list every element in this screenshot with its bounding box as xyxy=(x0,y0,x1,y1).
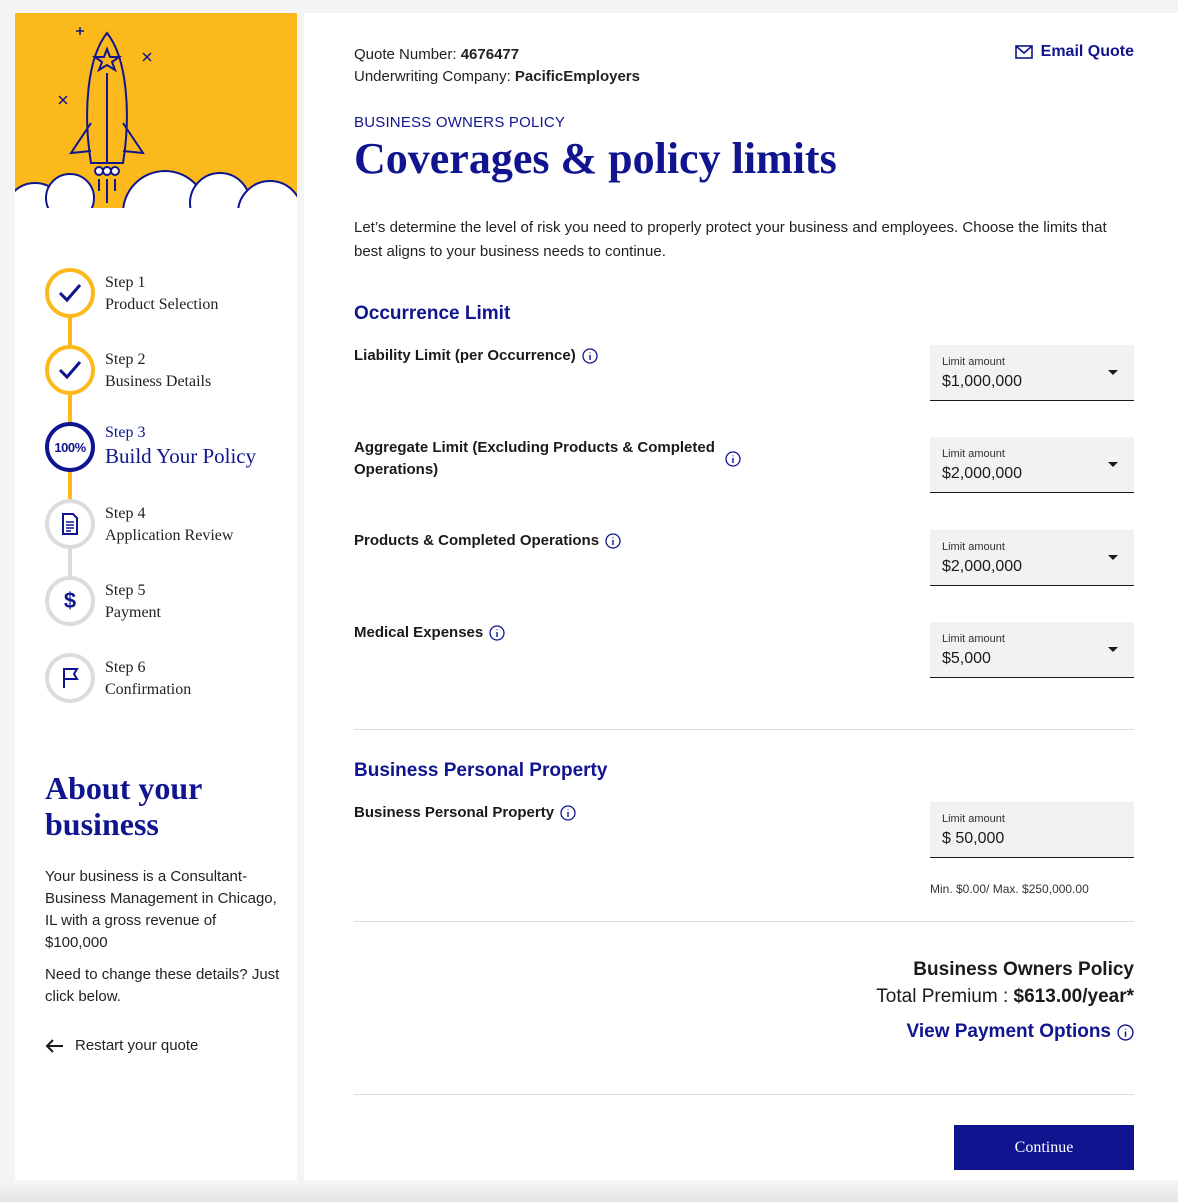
step-build-your-policy[interactable] xyxy=(45,422,285,478)
about-business-title: About your business xyxy=(45,770,202,842)
occurrence-limit-heading: Occurrence Limit xyxy=(354,303,511,324)
select-value: $5,000 xyxy=(942,650,991,667)
step-circle xyxy=(45,653,95,703)
section-divider xyxy=(354,729,1134,730)
input-value: $ 50,000 xyxy=(942,830,1005,847)
envelope-icon xyxy=(1015,45,1033,59)
step-number: Step 6 xyxy=(105,659,146,676)
rocket-illustration xyxy=(15,13,297,218)
sidebar xyxy=(15,13,297,1180)
info-icon[interactable] xyxy=(725,451,741,467)
caret-down-icon xyxy=(1108,370,1118,375)
medical-expenses-select[interactable] xyxy=(930,622,1134,678)
step-title: Product Selection xyxy=(105,296,219,313)
select-value: $2,000,000 xyxy=(942,558,1023,575)
summary-policy-name: Business Owners Policy xyxy=(913,959,1134,980)
select-label: Limit amount xyxy=(942,356,1005,368)
field-label-text: Products & Completed Operations xyxy=(354,532,600,549)
products-completed-operations-label xyxy=(354,530,621,552)
underwriter-name: PacificEmployers xyxy=(514,68,640,85)
step-number: Step 4 xyxy=(105,505,146,522)
info-icon[interactable] xyxy=(582,348,598,364)
rocket-icon xyxy=(15,13,297,218)
step-circle xyxy=(45,268,95,318)
step-business-details[interactable] xyxy=(45,345,285,401)
section-divider xyxy=(354,921,1134,922)
bpp-range-hint: Min. $0.00/ Max. $250,000.00 xyxy=(930,882,1089,896)
step-payment[interactable] xyxy=(45,576,285,632)
field-label-text: Liability Limit (per Occurrence) xyxy=(354,347,576,364)
step-application-review[interactable] xyxy=(45,499,285,555)
field-label-text: Business Personal Property xyxy=(354,804,555,821)
intro-text: Let’s determine the level of risk you need to properly protect your business and employees. Choose the limits that best aligns to your business needs to continue. xyxy=(354,219,1107,260)
step-number: Step 1 xyxy=(105,274,146,291)
step-title: Business Details xyxy=(105,373,212,390)
step-progress-percent: 100% xyxy=(54,439,86,455)
quote-number: 4676477 xyxy=(460,46,520,63)
quote-info xyxy=(354,44,640,88)
premium-value: $613.00/year* xyxy=(1013,986,1134,1007)
field-label-text: Aggregate Limit (Excluding Products & Completed Operations) xyxy=(354,439,715,478)
dollar-icon: $ xyxy=(63,588,77,613)
continue-button[interactable]: Continue xyxy=(954,1125,1134,1170)
business-personal-property-input[interactable] xyxy=(930,802,1134,858)
section-divider xyxy=(354,1094,1134,1095)
flag-icon xyxy=(60,666,80,690)
email-quote-label: Email Quote xyxy=(1040,43,1134,60)
main-content xyxy=(304,13,1178,1180)
underwriter-label: Underwriting Company: xyxy=(354,68,511,85)
step-circle xyxy=(45,499,95,549)
select-value: $1,000,000 xyxy=(942,373,1023,390)
payment-options-label: View Payment Options xyxy=(906,1021,1111,1042)
caret-down-icon xyxy=(1108,555,1118,560)
select-label: Limit amount xyxy=(942,633,1005,645)
step-number: Step 5 xyxy=(105,582,146,599)
business-personal-property-label xyxy=(354,802,576,824)
input-label: Limit amount xyxy=(942,813,1005,825)
business-personal-property-heading: Business Personal Property xyxy=(354,760,608,781)
step-confirmation[interactable] xyxy=(45,653,285,709)
step-title: Confirmation xyxy=(105,681,192,698)
page-title: Coverages & policy limits xyxy=(354,134,837,183)
step-circle xyxy=(45,422,95,472)
premium-summary xyxy=(876,957,1134,1011)
products-completed-operations-select[interactable] xyxy=(930,530,1134,586)
document-icon xyxy=(60,512,80,536)
total-premium xyxy=(876,983,1134,1011)
info-icon[interactable] xyxy=(560,805,576,821)
info-icon[interactable] xyxy=(1117,1024,1134,1041)
step-product-selection[interactable] xyxy=(45,268,285,324)
policy-eyebrow: BUSINESS OWNERS POLICY xyxy=(354,114,566,131)
field-label-text: Medical Expenses xyxy=(354,624,484,641)
step-title: Build Your Policy xyxy=(105,444,257,468)
window-bottom-edge xyxy=(0,1180,1178,1202)
select-value: $2,000,000 xyxy=(942,465,1023,482)
quote-number-label: Quote Number: xyxy=(354,46,457,63)
step-circle xyxy=(45,345,95,395)
info-icon[interactable] xyxy=(605,533,621,549)
select-label: Limit amount xyxy=(942,541,1005,553)
email-quote-link[interactable] xyxy=(1015,43,1134,61)
check-icon xyxy=(57,282,83,304)
view-payment-options-link[interactable] xyxy=(907,1021,1134,1043)
arrow-left-icon xyxy=(45,1039,65,1053)
premium-label: Total Premium : xyxy=(876,986,1009,1007)
caret-down-icon xyxy=(1108,462,1118,467)
select-label: Limit amount xyxy=(942,448,1005,460)
step-number: Step 3 xyxy=(105,424,146,441)
aggregate-limit-select[interactable] xyxy=(930,437,1134,493)
check-icon xyxy=(57,359,83,381)
about-business-description: Your business is a Consultant-Business Management in Chicago, IL with a gross revenue of $100,000 xyxy=(45,868,277,951)
step-number: Step 2 xyxy=(105,351,146,368)
change-details-text: Need to change these details? Just click below. xyxy=(45,966,280,1005)
aggregate-limit-label xyxy=(354,437,744,481)
restart-quote-label: Restart your quote xyxy=(75,1037,199,1054)
caret-down-icon xyxy=(1108,647,1118,652)
restart-quote-link[interactable] xyxy=(45,1037,198,1054)
step-title: Application Review xyxy=(105,527,234,544)
info-icon[interactable] xyxy=(489,625,505,641)
step-title: Payment xyxy=(105,604,161,621)
step-circle xyxy=(45,576,95,626)
liability-limit-label xyxy=(354,345,598,367)
medical-expenses-label xyxy=(354,622,505,644)
liability-limit-select[interactable] xyxy=(930,345,1134,401)
